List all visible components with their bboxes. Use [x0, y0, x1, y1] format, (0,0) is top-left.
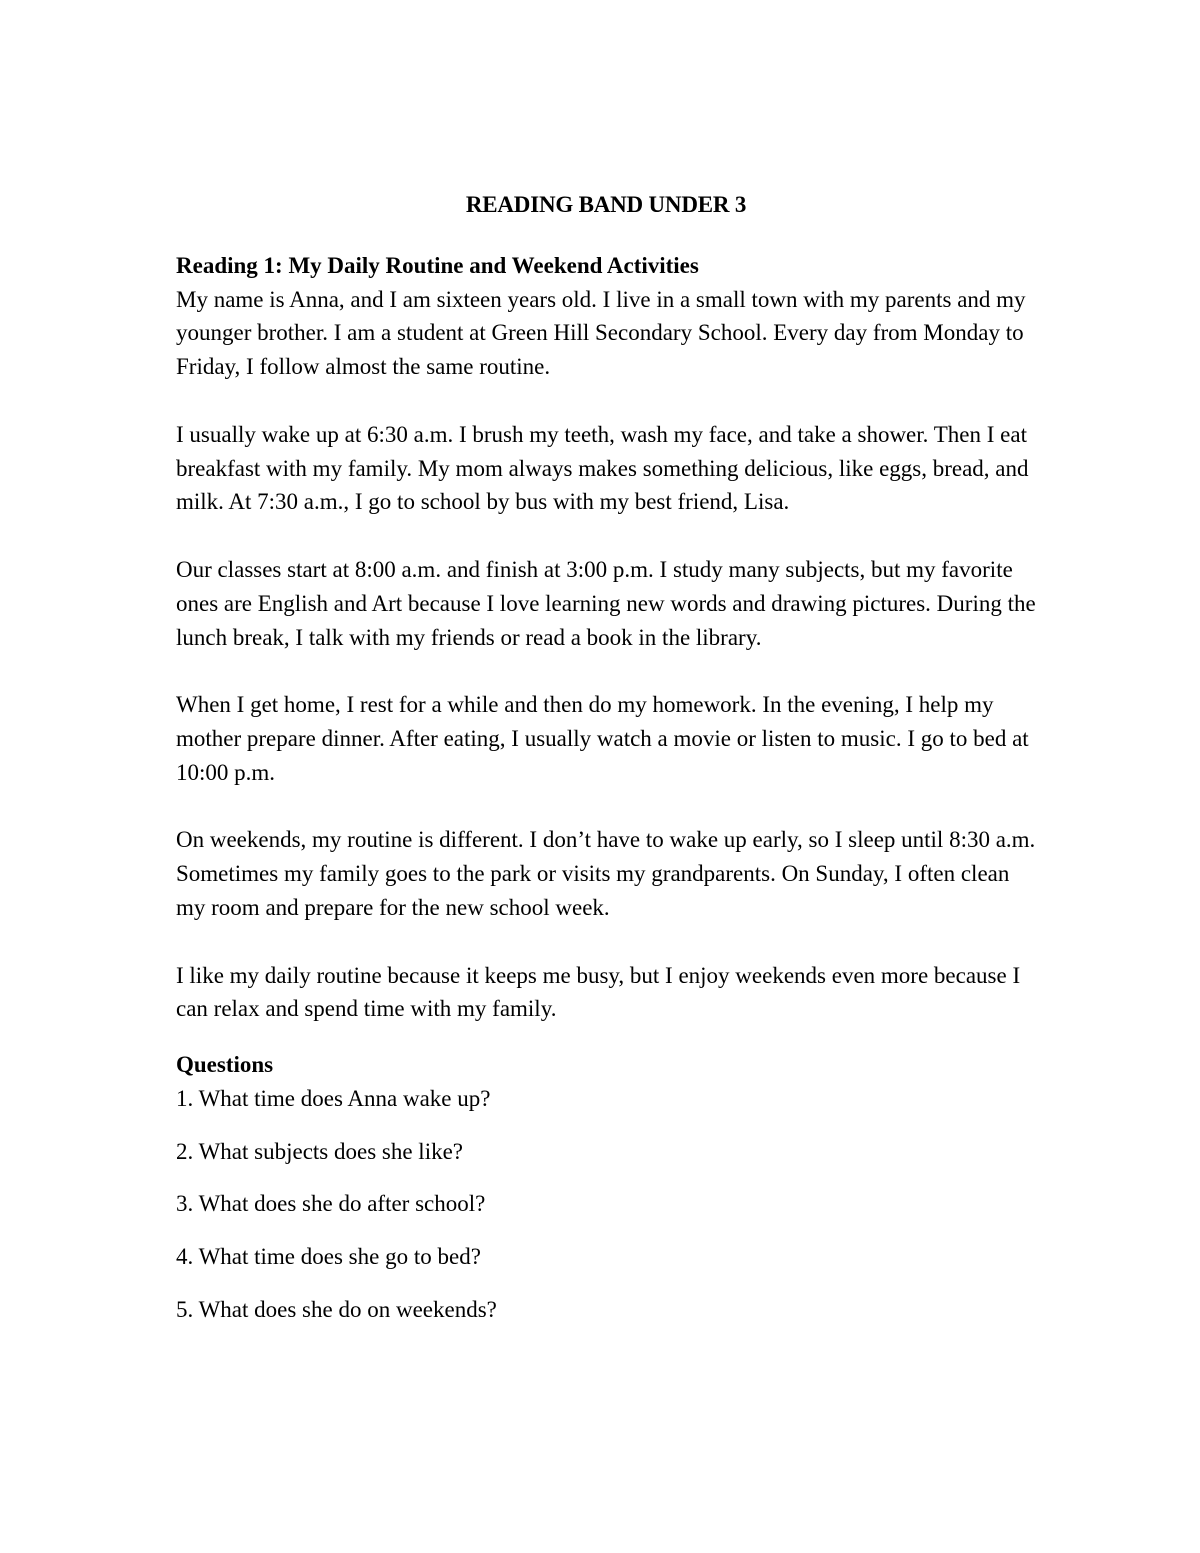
paragraph-introduction: My name is Anna, and I am sixteen years old. I live in a small town with my parents and my younger brother. I am a student at Green Hill Secondary School. Every day from Monday to Friday, I follow almost the same routine. [176, 286, 1026, 380]
paragraph-weekends: On weekends, my routine is different. I don’t have to wake up early, so I sleep until 8:30 a.m. Sometimes my family goes to the park or visits my grandparents. On Sunday, I often clean my room and prepare for the new school week. [176, 827, 1036, 920]
question-item: 5. What does she do on weekends? [176, 1296, 497, 1322]
question-item: 2. What subjects does she like? [176, 1138, 464, 1164]
question-item: 3. What does she do after school? [176, 1191, 486, 1217]
question-item: 4. What time does she go to bed? [176, 1244, 481, 1270]
paragraph-morning-routine: I usually wake up at 6:30 a.m. I brush my teeth, wash my face, and take a shower. Then I eat breakfast with my family. My mom always makes something delicious, like eggs, bread, and milk. At 7:30 a.m., I go to school by bus with my best friend, Lisa. [176, 421, 1029, 515]
question-item: 1. What time does Anna wake up? [176, 1085, 491, 1111]
questions-heading: Questions [176, 1051, 274, 1077]
paragraph-evening: When I get home, I rest for a while and then do my homework. In the evening, I help my mother prepare dinner. After eating, I usually watch a movie or listen to music. I go to bed at 10:00 p.m. [176, 692, 1029, 785]
reading-heading: Reading 1: My Daily Routine and Weekend Activities [176, 252, 699, 278]
document-title: READING BAND UNDER 3 [465, 192, 747, 217]
paragraph-school-day: Our classes start at 8:00 a.m. and finish at 3:00 p.m. I study many subjects, but my favorite ones are English and Art because I love learning new words and drawing pictures. During the lunch break, I talk with my friends or read a book in the library. [176, 556, 1036, 650]
document-content [176, 188, 1036, 1346]
paragraph-conclusion: I like my daily routine because it keeps me busy, but I enjoy weekends even more because I can relax and spend time with my family. [176, 962, 1021, 1022]
